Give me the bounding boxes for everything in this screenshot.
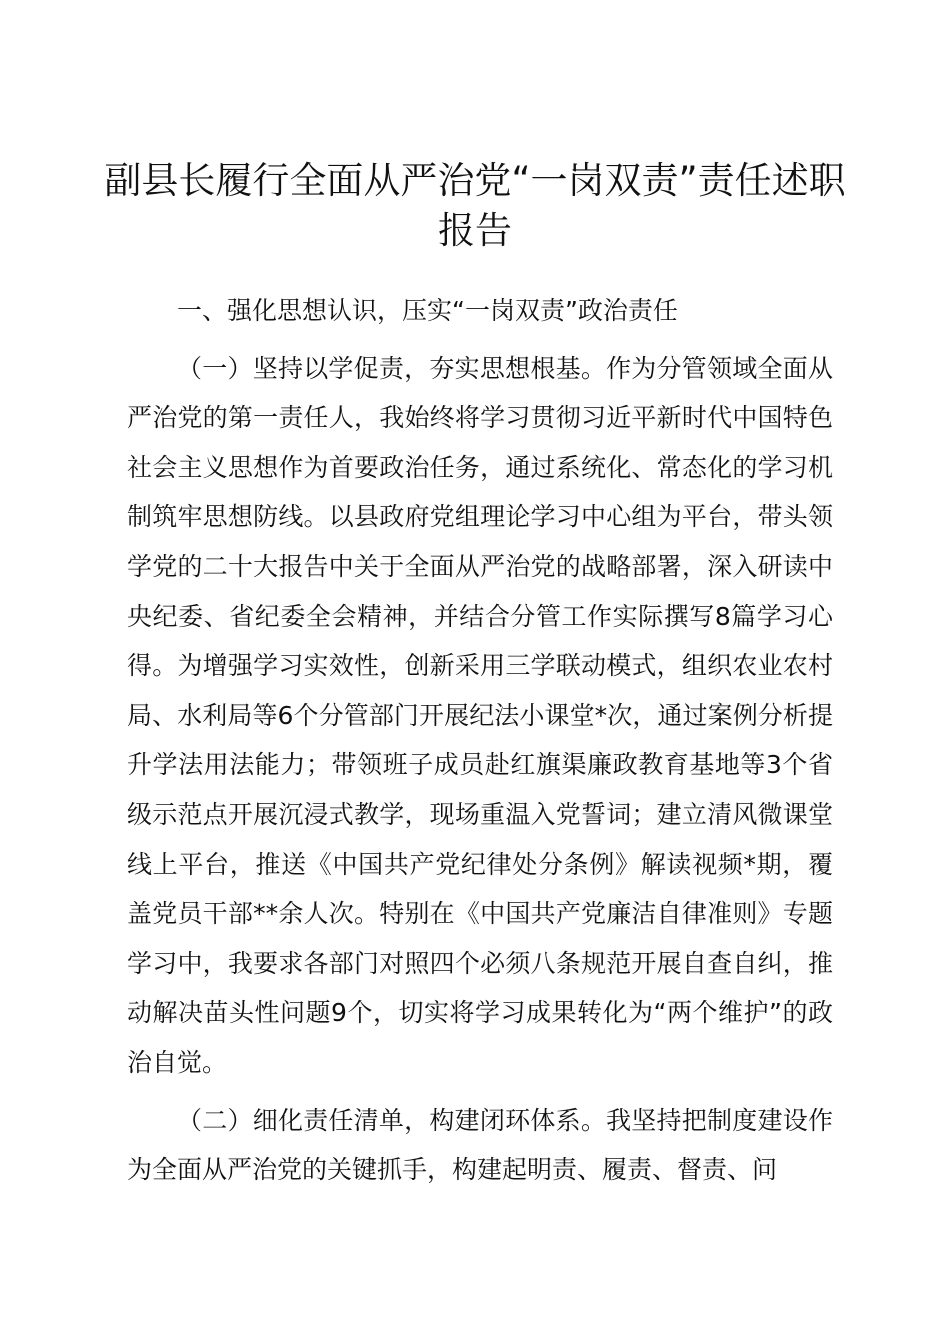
document-body xyxy=(127,286,833,1195)
paragraph-2: （二）细化责任清单，构建闭环体系。我坚持把制度建设作为全面从严治党的关键抓手，构建起明责、履责、督责、问 xyxy=(127,1105,833,1185)
section-heading: 一、强化思想认识，压实“一岗双责”政治责任 xyxy=(177,296,678,325)
paragraph-1: （一）坚持以学促责，夯实思想根基。作为分管领域全面从严治党的第一责任人，我始终将学习贯彻习近平新时代中国特色社会主义思想作为首要政治任务，通过系统化、常态化的学习机制筑牢思想防线。以县政府党组理论学习中心组为平台，带头领学党的二十大报告中关于全面从严治党的战略部署，深入研读中央纪委、省纪委全会精神，并结合分管工作实际撰写8篇学习心得。为增强学习实效性，创新采用三学联动模式，组织农业农村局、水利局等6个分管部门开展纪法小课堂*次，通过案例分析提升学法用法能力；带领班子成员赴红旗渠廉政教育基地等3个省级示范点开展沉浸式教学，现场重温入党誓词；建立清风微课堂线上平台，推送《中国共产党纪律处分条例》解读视频*期，覆盖党员干部**余人次。特别在《中国共产党廉洁自律准则》专题学习中，我要求各部门对照四个必须八条规范开展自查自纠，推动解决苗头性问题9个，切实将学习成果转化为“两个维护”的政治自觉。 xyxy=(127,353,833,1077)
document-title: 副县长履行全面从严治党“一岗双责”责任述职报告 xyxy=(104,159,846,252)
